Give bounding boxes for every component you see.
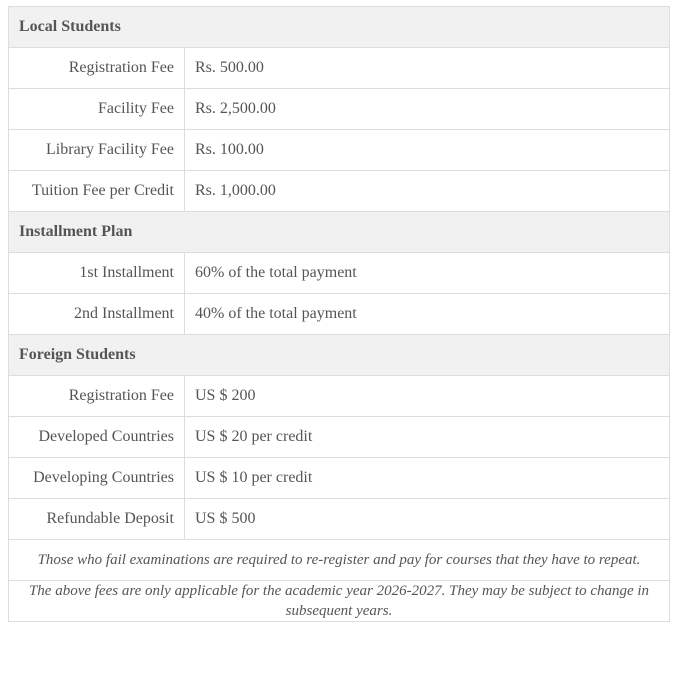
note-row-applicability <box>9 581 670 622</box>
table-row <box>9 499 670 540</box>
section-title: Local Students <box>9 7 670 48</box>
note-text: The above fees are only applicable for the academic year 2026-2027. They may be subject to change in subsequent years. <box>9 581 670 622</box>
fee-label: Facility Fee <box>9 89 185 130</box>
fee-value: Rs. 500.00 <box>185 48 670 89</box>
section-title: Foreign Students <box>9 335 670 376</box>
section-header-local-students <box>9 7 670 48</box>
fee-label: Refundable Deposit <box>9 499 185 540</box>
table-row <box>9 376 670 417</box>
table-row <box>9 171 670 212</box>
fee-value: Rs. 2,500.00 <box>185 89 670 130</box>
fee-value: US $ 10 per credit <box>185 458 670 499</box>
fee-label: Developing Countries <box>9 458 185 499</box>
section-title: Installment Plan <box>9 212 670 253</box>
fee-value: US $ 500 <box>185 499 670 540</box>
table-row <box>9 253 670 294</box>
note-row-reregister <box>9 540 670 581</box>
fee-label: Registration Fee <box>9 48 185 89</box>
section-header-installment-plan <box>9 212 670 253</box>
table-row <box>9 458 670 499</box>
installment-value: 40% of the total payment <box>185 294 670 335</box>
fee-label: Developed Countries <box>9 417 185 458</box>
table-row <box>9 130 670 171</box>
fee-value: US $ 20 per credit <box>185 417 670 458</box>
installment-value: 60% of the total payment <box>185 253 670 294</box>
fee-label: Library Facility Fee <box>9 130 185 171</box>
installment-label: 1st Installment <box>9 253 185 294</box>
fee-label: Tuition Fee per Credit <box>9 171 185 212</box>
installment-label: 2nd Installment <box>9 294 185 335</box>
fee-label: Registration Fee <box>9 376 185 417</box>
table-row <box>9 48 670 89</box>
fee-table <box>8 6 670 622</box>
fee-value: Rs. 1,000.00 <box>185 171 670 212</box>
table-row <box>9 417 670 458</box>
fee-value: US $ 200 <box>185 376 670 417</box>
table-row <box>9 294 670 335</box>
note-text: Those who fail examinations are required to re-register and pay for courses that they have to repeat. <box>9 540 670 581</box>
section-header-foreign-students <box>9 335 670 376</box>
fee-value: Rs. 100.00 <box>185 130 670 171</box>
table-row <box>9 89 670 130</box>
